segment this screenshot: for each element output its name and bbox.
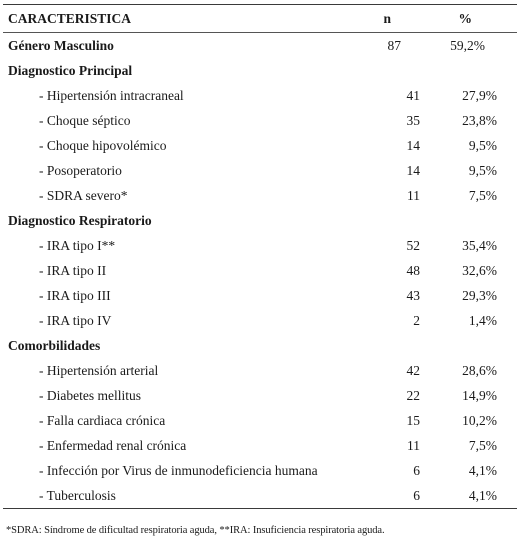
row-n: 6 [413,463,420,478]
table-row [3,183,517,208]
row-percent: 4,1% [468,488,497,503]
row-percent: 29,3% [462,288,497,303]
row-n: 2 [413,313,420,328]
row-n: 48 [406,263,420,278]
row-percent: 35,4% [462,238,497,253]
row-percent: 32,6% [462,263,497,278]
row-label: - Choque séptico [39,113,131,128]
table-row [3,108,517,133]
row-label: - SDRA severo* [39,188,128,203]
row-label: - IRA tipo I** [39,238,116,253]
table-row [3,83,517,108]
row-n: 87 [387,38,401,53]
row-n: 14 [406,163,420,178]
row-label: - IRA tipo III [39,288,111,303]
row-label: Género Masculino [8,38,114,53]
row-percent: 10,2% [462,413,497,428]
table-row [3,258,517,283]
row-label: - Enfermedad renal crónica [39,438,187,453]
row-n: 35 [406,113,420,128]
table-row [3,283,517,308]
row-label: - IRA tipo IV [39,313,112,328]
row-percent: 28,6% [462,363,497,378]
table-row-male [3,33,517,58]
row-n: 42 [406,363,420,378]
characteristics-table [3,4,517,509]
row-percent: 4,1% [468,463,497,478]
row-percent: 9,5% [468,138,497,153]
row-label: - Posoperatorio [39,163,122,178]
table-row [3,408,517,433]
row-percent: 7,5% [468,438,497,453]
row-n: 22 [406,388,420,403]
row-percent: 59,2% [450,38,485,53]
header-n: n [383,11,391,26]
table-row [3,233,517,258]
row-label: - Infección por Virus de inmunodeficiencia humana [39,463,318,478]
row-label: - Diabetes mellitus [39,388,141,403]
section-title-row [3,58,517,83]
section-title: Diagnostico Principal [8,63,133,78]
header-characteristic: CARACTERISTICA [8,11,132,26]
row-n: 11 [407,188,420,203]
table-row [3,133,517,158]
table-row [3,308,517,333]
bottom-rule [3,508,517,509]
row-percent: 27,9% [462,88,497,103]
row-n: 14 [406,138,420,153]
row-label: - Tuberculosis [39,488,116,503]
table-row [3,433,517,458]
section-title: Comorbilidades [8,338,101,353]
header-percent: % [458,11,472,26]
table-row [3,458,517,483]
row-label: - Hipertensión intracraneal [39,88,184,103]
row-n: 15 [406,413,420,428]
section-title-row [3,333,517,358]
footnote: *SDRA: Síndrome de dificultad respiratoria aguda, **IRA: Insuficiencia respiratoria aguda. [6,525,385,536]
row-n: 52 [406,238,420,253]
table-row [3,383,517,408]
row-percent: 23,8% [462,113,497,128]
row-label: - Hipertensión arterial [39,363,159,378]
row-n: 41 [406,88,420,103]
row-n: 6 [413,488,420,503]
sections-container [3,58,517,508]
row-label: - IRA tipo II [39,263,107,278]
row-percent: 14,9% [462,388,497,403]
row-n: 11 [407,438,420,453]
row-percent: 9,5% [468,163,497,178]
table-row [3,158,517,183]
row-label: - Falla cardiaca crónica [39,413,166,428]
row-percent: 7,5% [468,188,497,203]
row-label: - Choque hipovolémico [39,138,167,153]
table-header-row [3,5,517,32]
table-row [3,483,517,508]
row-percent: 1,4% [468,313,497,328]
section-title: Diagnostico Respiratorio [8,213,152,228]
row-n: 43 [406,288,420,303]
section-title-row [3,208,517,233]
table-row [3,358,517,383]
